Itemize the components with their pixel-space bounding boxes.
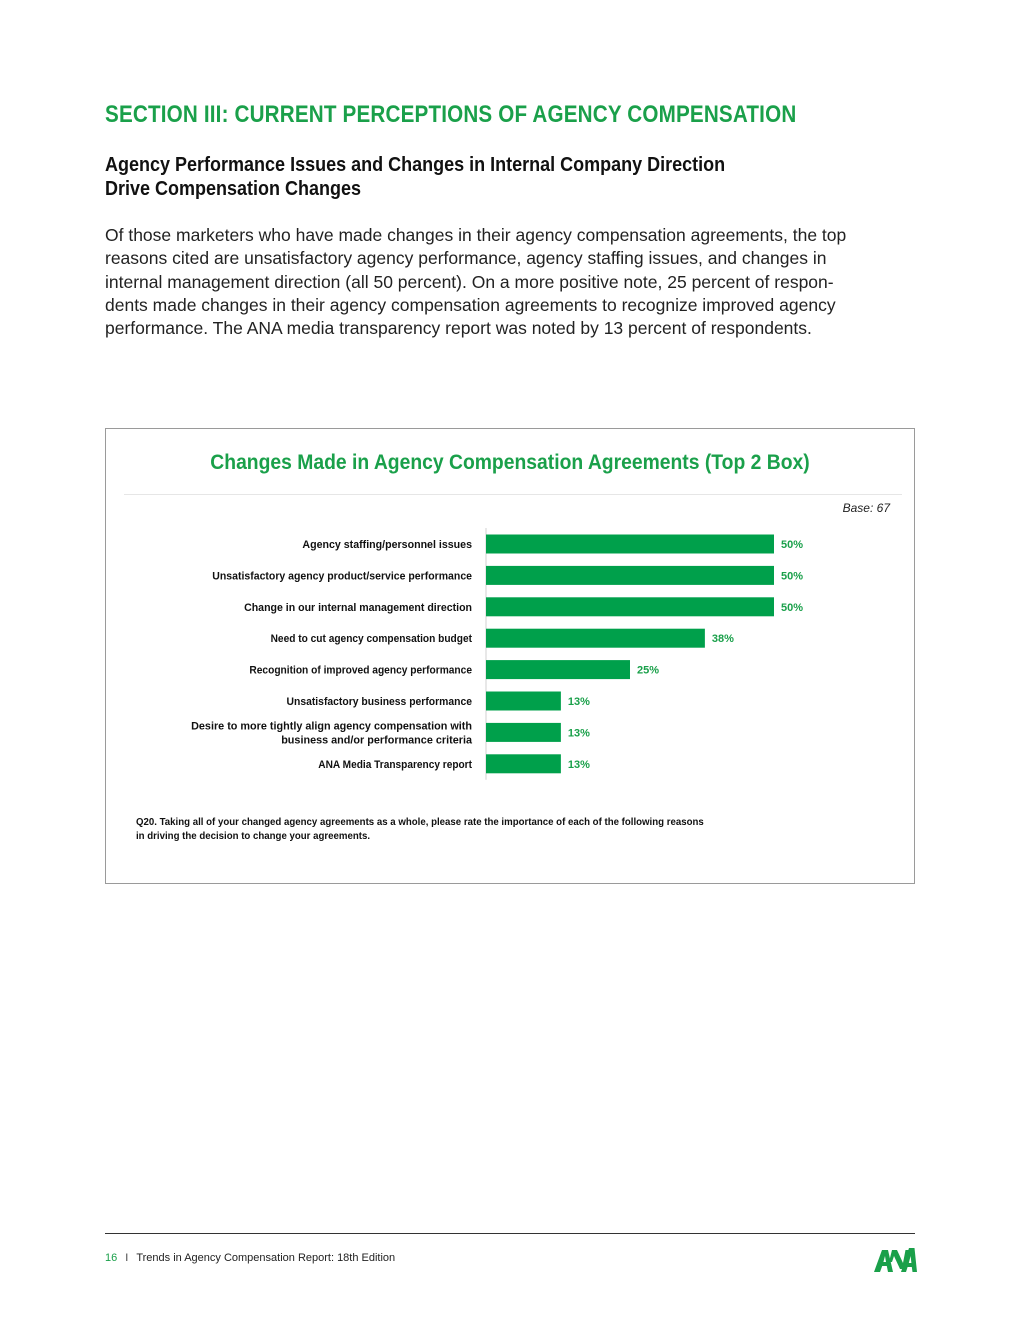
bar	[486, 660, 630, 679]
bar	[486, 692, 561, 711]
chart-title: Changes Made in Agency Compensation Agreements (Top 2 Box)	[210, 451, 810, 474]
bar	[486, 723, 561, 742]
body-line: Of those marketers who have made changes in their agency compensation agreements, the top	[105, 225, 847, 245]
bar-value-label: 50%	[781, 539, 804, 551]
subheading-line: Agency Performance Issues and Changes in Internal Company Direction	[105, 154, 726, 176]
bar	[486, 597, 774, 616]
section-title: SECTION III: CURRENT PERCEPTIONS OF AGENCY COMPENSATION	[105, 101, 797, 128]
category-label: ANA Media Transparency report	[318, 758, 473, 771]
category-label: Change in our internal management direction	[244, 601, 473, 614]
category-label: Desire to more tightly align agency compensation with	[191, 720, 473, 733]
footer-separator: I	[125, 1252, 129, 1264]
page-number: 16	[105, 1252, 118, 1264]
bar-chart	[106, 429, 914, 809]
category-label: Unsatisfactory business performance	[286, 696, 472, 708]
body-line: internal management direction (all 50 percent). On a more positive note, 25 percent of respon-	[105, 271, 834, 292]
bar	[486, 566, 774, 585]
chart-panel	[105, 428, 915, 884]
category-label: Unsatisfactory agency product/service performance	[212, 570, 472, 583]
body-paragraph	[105, 224, 905, 340]
chart-footnote	[136, 815, 704, 843]
category-label: Recognition of improved agency performance	[249, 664, 473, 677]
bar	[486, 629, 705, 648]
body-line: performance. The ANA media transparency report was noted by 13 percent of respondents.	[105, 318, 812, 339]
footnote-line: in driving the decision to change your agreements.	[136, 830, 371, 842]
bar-value-label: 50%	[781, 570, 804, 583]
bar-value-label: 13%	[567, 727, 590, 740]
footer-divider	[105, 1233, 915, 1234]
bar-value-label: 13%	[567, 696, 590, 708]
page-footer	[105, 1252, 395, 1264]
bar	[486, 754, 561, 773]
category-label: Need to cut agency compensation budget	[270, 633, 473, 646]
ana-logo	[873, 1245, 917, 1273]
report-title: Trends in Agency Compensation Report: 18th Edition	[136, 1252, 396, 1264]
base-label: Base: 67	[842, 501, 890, 515]
body-line: dents made changes in their agency compensation agreements to recognize improved agency	[105, 294, 836, 315]
bar-value-label: 25%	[637, 664, 660, 677]
category-label: Agency staffing/personnel issues	[302, 539, 473, 551]
bar-value-label: 38%	[711, 633, 734, 646]
bar	[486, 535, 774, 554]
subheading	[105, 153, 725, 201]
body-line: reasons cited are unsatisfactory agency performance, agency staffing issues, and changes in	[105, 248, 827, 269]
category-label: business and/or performance criteria	[281, 734, 473, 747]
subheading-line: Drive Compensation Changes	[105, 178, 362, 200]
bar-value-label: 50%	[781, 601, 804, 614]
bar-value-label: 13%	[567, 758, 590, 771]
footnote-line: Q20. Taking all of your changed agency agreements as a whole, please rate the importance of each of the following reasons	[136, 816, 704, 828]
